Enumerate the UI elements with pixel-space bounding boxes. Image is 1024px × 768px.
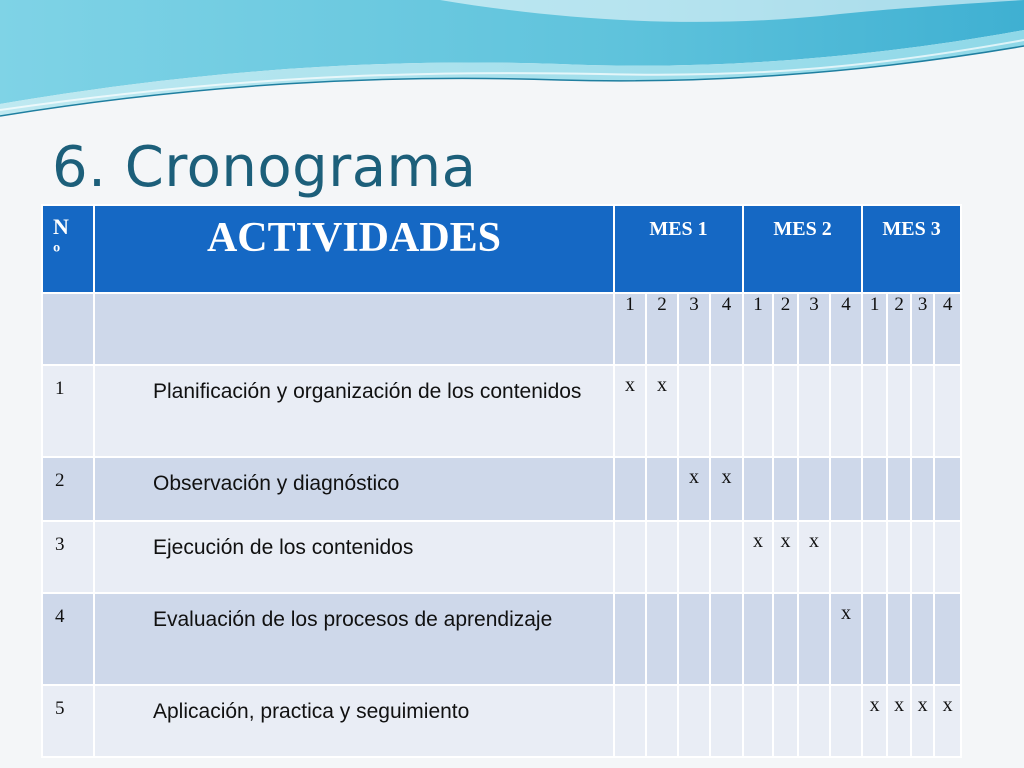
- schedule-mark: [911, 457, 934, 521]
- schedule-mark: [798, 365, 830, 457]
- schedule-mark: [798, 457, 830, 521]
- schedule-mark: [646, 685, 678, 757]
- row-number: 3: [42, 521, 94, 593]
- schedule-mark: [862, 457, 887, 521]
- schedule-mark: x: [830, 593, 862, 685]
- row-activity: Ejecución de los contenidos: [94, 521, 614, 593]
- week-cell: 2: [773, 293, 798, 365]
- header-month-2: MES 2: [743, 205, 862, 293]
- week-cell: 1: [862, 293, 887, 365]
- schedule-mark: [614, 521, 646, 593]
- schedule-mark: [773, 593, 798, 685]
- schedule-mark: [710, 593, 743, 685]
- schedule-mark: [773, 365, 798, 457]
- header-activities: ACTIVIDADES: [94, 205, 614, 293]
- schedule-mark: [862, 521, 887, 593]
- schedule-mark: [710, 365, 743, 457]
- schedule-mark: [887, 457, 911, 521]
- schedule-mark: x: [773, 521, 798, 593]
- schedule-mark: x: [798, 521, 830, 593]
- week-row-blank-number: [42, 293, 94, 365]
- schedule-mark: [678, 593, 710, 685]
- week-cell: 1: [614, 293, 646, 365]
- schedule-mark: [934, 365, 961, 457]
- header-month-1: MES 1: [614, 205, 743, 293]
- schedule-mark: [614, 457, 646, 521]
- table-row: [42, 457, 961, 521]
- schedule-mark: x: [887, 685, 911, 757]
- schedule-mark: [830, 521, 862, 593]
- week-cell: 3: [678, 293, 710, 365]
- schedule-mark: [911, 365, 934, 457]
- week-cell: 4: [710, 293, 743, 365]
- slide-title: 6. Cronograma: [52, 135, 477, 200]
- schedule-mark: x: [614, 365, 646, 457]
- week-row-blank-activity: [94, 293, 614, 365]
- week-cell: 4: [830, 293, 862, 365]
- schedule-mark: x: [934, 685, 961, 757]
- schedule-mark: [934, 457, 961, 521]
- week-cell: 2: [646, 293, 678, 365]
- schedule-mark: [646, 457, 678, 521]
- schedule-mark: [862, 593, 887, 685]
- header-number: [42, 205, 94, 293]
- schedule-mark: [678, 521, 710, 593]
- schedule-mark: [646, 593, 678, 685]
- schedule-table: [41, 204, 962, 758]
- table-row: [42, 593, 961, 685]
- row-number: 1: [42, 365, 94, 457]
- row-activity: Planificación y organización de los contenidos: [94, 365, 614, 457]
- schedule-mark: [773, 685, 798, 757]
- schedule-mark: [743, 593, 773, 685]
- schedule-mark: [743, 365, 773, 457]
- schedule-mark: [887, 593, 911, 685]
- row-activity: Aplicación, practica y seguimiento: [94, 685, 614, 757]
- row-activity: Observación y diagnóstico: [94, 457, 614, 521]
- week-cell: 1: [743, 293, 773, 365]
- schedule-mark: [614, 685, 646, 757]
- week-row: [42, 293, 961, 365]
- week-cell: 4: [934, 293, 961, 365]
- table-row: [42, 521, 961, 593]
- schedule-mark: [887, 521, 911, 593]
- schedule-mark: [710, 521, 743, 593]
- row-number: 2: [42, 457, 94, 521]
- table-row: [42, 685, 961, 757]
- header-number-line1: N: [53, 214, 69, 239]
- schedule-mark: [830, 685, 862, 757]
- decorative-wave: [0, 0, 1024, 130]
- schedule-mark: [934, 521, 961, 593]
- schedule-mark: [887, 365, 911, 457]
- header-row: [42, 205, 961, 293]
- week-cell: 3: [911, 293, 934, 365]
- schedule-mark: [710, 685, 743, 757]
- schedule-mark: [614, 593, 646, 685]
- header-month-3: MES 3: [862, 205, 961, 293]
- schedule-mark: x: [911, 685, 934, 757]
- schedule-mark: [798, 593, 830, 685]
- schedule-mark: x: [678, 457, 710, 521]
- schedule-mark: x: [743, 521, 773, 593]
- schedule-mark: [678, 685, 710, 757]
- schedule-mark: [862, 365, 887, 457]
- schedule-mark: x: [646, 365, 678, 457]
- schedule-mark: [646, 521, 678, 593]
- row-number: 5: [42, 685, 94, 757]
- row-activity: Evaluación de los procesos de aprendizaje: [94, 593, 614, 685]
- table-row: [42, 365, 961, 457]
- week-cell: 3: [798, 293, 830, 365]
- schedule-mark: x: [710, 457, 743, 521]
- header-number-line2: º: [53, 240, 61, 265]
- schedule-mark: x: [862, 685, 887, 757]
- schedule-mark: [830, 457, 862, 521]
- schedule-mark: [743, 457, 773, 521]
- week-cell: 2: [887, 293, 911, 365]
- schedule-mark: [743, 685, 773, 757]
- schedule-mark: [911, 593, 934, 685]
- row-number: 4: [42, 593, 94, 685]
- schedule-mark: [798, 685, 830, 757]
- schedule-mark: [773, 457, 798, 521]
- schedule-mark: [934, 593, 961, 685]
- schedule-mark: [911, 521, 934, 593]
- schedule-mark: [830, 365, 862, 457]
- schedule-mark: [678, 365, 710, 457]
